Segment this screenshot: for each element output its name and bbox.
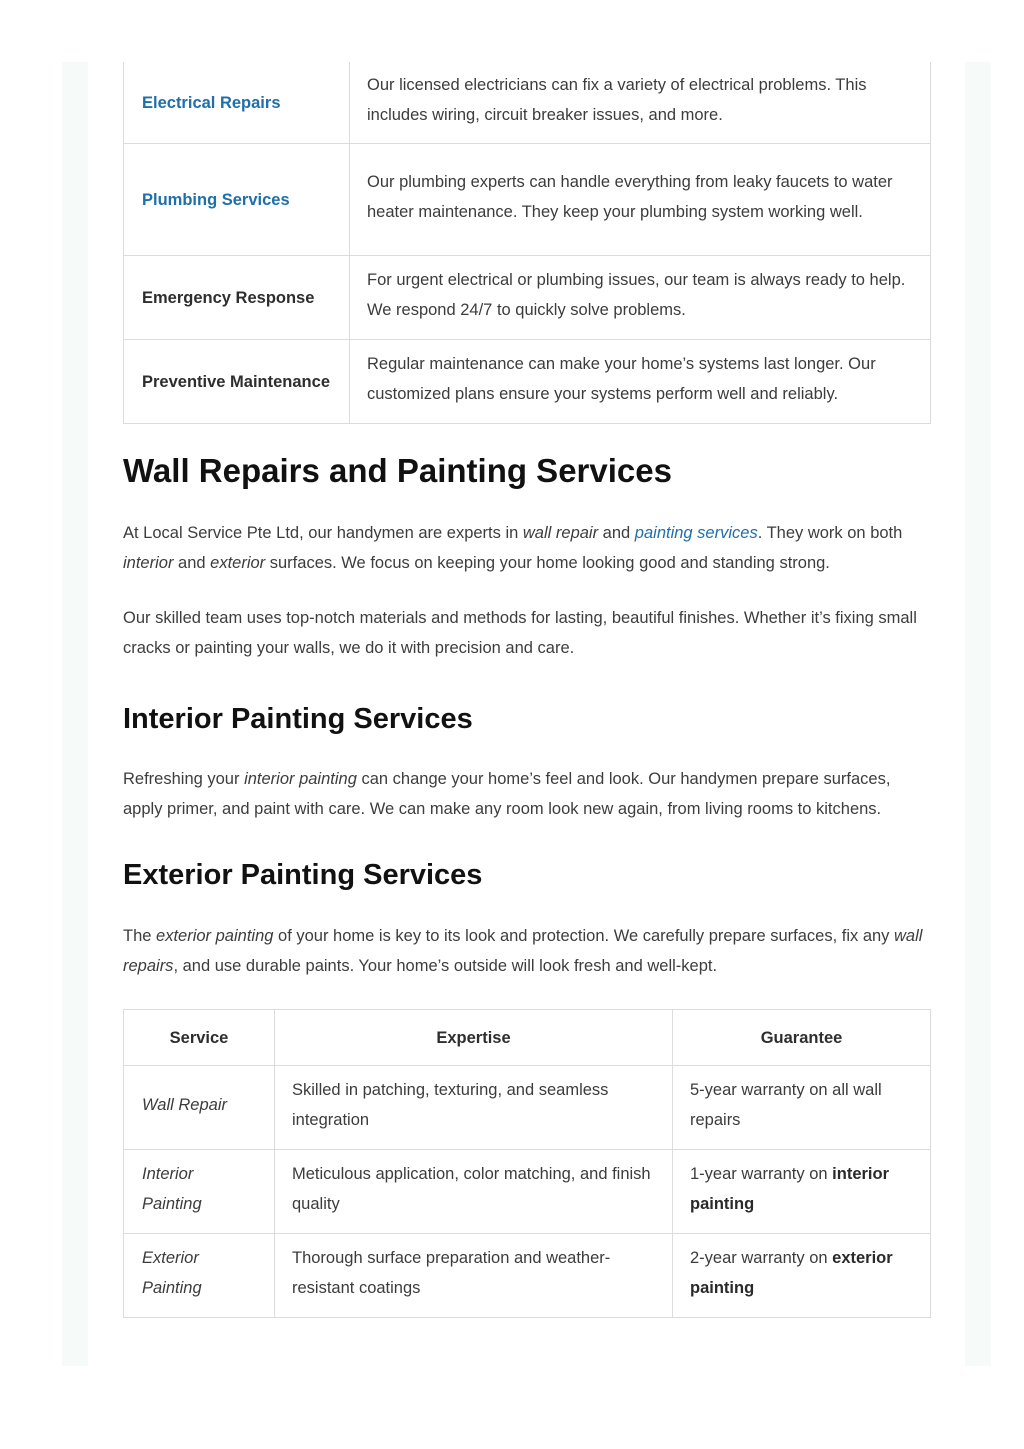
guarantee-cell: [673, 1150, 931, 1234]
article-content: [123, 0, 931, 1318]
text-run: and: [598, 524, 635, 542]
emphasis-wall-repairs: wall repairs: [123, 927, 923, 975]
header-service: Service: [124, 1010, 275, 1066]
table-row: [124, 340, 931, 424]
text-run: Refreshing your: [123, 770, 245, 788]
text-run: of your home is key to its look and protection. We carefully prepare surfaces, fix any: [273, 927, 895, 945]
service-description: Our licensed electricians can fix a variety of electrical problems. This includes wiring, circuit breaker issues, and more.: [350, 62, 931, 144]
guarantee-cell: [673, 1066, 931, 1150]
service-cell: Exterior Painting: [124, 1234, 275, 1318]
table-row: [124, 1066, 931, 1150]
wall-repairs-paragraph: [123, 518, 931, 578]
text-run: can change your home’s feel and look. Our handymen prepare surfaces, apply primer, and paint with care. We can make any room look new again, from living rooms to kitchens.: [123, 770, 891, 818]
service-cell: Interior Painting: [124, 1150, 275, 1234]
emphasis-wall-repair: wall repair: [522, 524, 599, 542]
table-header-row: [124, 1010, 931, 1066]
electrical-repairs-link[interactable]: Electrical Repairs: [124, 62, 350, 144]
text-run: and: [173, 554, 211, 572]
painting-services-link[interactable]: painting services: [634, 524, 758, 542]
service-description: For urgent electrical or plumbing issues, our team is always ready to help. We respond 24/7 to quickly solve problems.: [350, 256, 931, 340]
header-guarantee: Guarantee: [673, 1010, 931, 1066]
text-run: , and use durable paints. Your home’s outside will look fresh and well-kept.: [173, 957, 718, 975]
text-run: The: [123, 927, 157, 945]
emphasis-interior-painting: interior painting: [244, 770, 357, 788]
service-description: Regular maintenance can make your home’s systems last longer. Our customized plans ensure your systems perform well and reliably.: [350, 340, 931, 424]
expertise-cell: Skilled in patching, texturing, and seamless integration: [275, 1066, 673, 1150]
emphasis-exterior-painting: exterior painting: [156, 927, 274, 945]
guarantee-cell: [673, 1234, 931, 1318]
table-row: [124, 62, 931, 144]
interior-painting-paragraph: [123, 764, 931, 824]
expertise-cell: Thorough surface preparation and weather-resistant coatings: [275, 1234, 673, 1318]
exterior-painting-paragraph: [123, 921, 931, 981]
header-expertise: Expertise: [275, 1010, 673, 1066]
plumbing-services-link[interactable]: Plumbing Services: [124, 144, 350, 256]
exterior-painting-heading: Exterior Painting Services: [123, 859, 483, 891]
text-run: surfaces. We focus on keeping your home looking good and standing strong.: [265, 554, 830, 572]
text-run: . They work on both: [757, 524, 903, 542]
service-name: Emergency Response: [124, 256, 350, 340]
skilled-team-paragraph: Our skilled team uses top-notch materials and methods for lasting, beautiful finishes. Whether it’s fixing small cracks or painting your walls, we do it with precision and care.: [123, 609, 917, 657]
guarantee-text: 1-year warranty on: [690, 1165, 833, 1183]
table-row: [124, 144, 931, 256]
left-background-strip: [62, 62, 88, 1366]
services-table: [123, 62, 931, 424]
service-description: Our plumbing experts can handle everything from leaky faucets to water heater maintenance. They keep your plumbing system working well.: [350, 144, 931, 256]
interior-painting-heading: Interior Painting Services: [123, 703, 473, 735]
wall-repairs-heading: Wall Repairs and Painting Services: [123, 452, 672, 489]
emphasis-exterior: exterior: [210, 554, 266, 572]
table-row: [124, 1150, 931, 1234]
guarantee-bold: interior painting: [690, 1165, 889, 1213]
service-cell: Wall Repair: [124, 1066, 275, 1150]
table-row: [124, 256, 931, 340]
warranty-table: [123, 1009, 931, 1318]
text-run: At Local Service Pte Ltd, our handymen are experts in: [123, 524, 523, 542]
expertise-cell: Meticulous application, color matching, and finish quality: [275, 1150, 673, 1234]
guarantee-bold: exterior painting: [690, 1249, 893, 1297]
guarantee-text: 5-year warranty on all wall repairs: [690, 1081, 882, 1129]
emphasis-interior: interior: [123, 554, 174, 572]
service-name: Preventive Maintenance: [124, 340, 350, 424]
guarantee-text: 2-year warranty on: [690, 1249, 833, 1267]
table-row: [124, 1234, 931, 1318]
right-background-strip: [965, 62, 991, 1366]
